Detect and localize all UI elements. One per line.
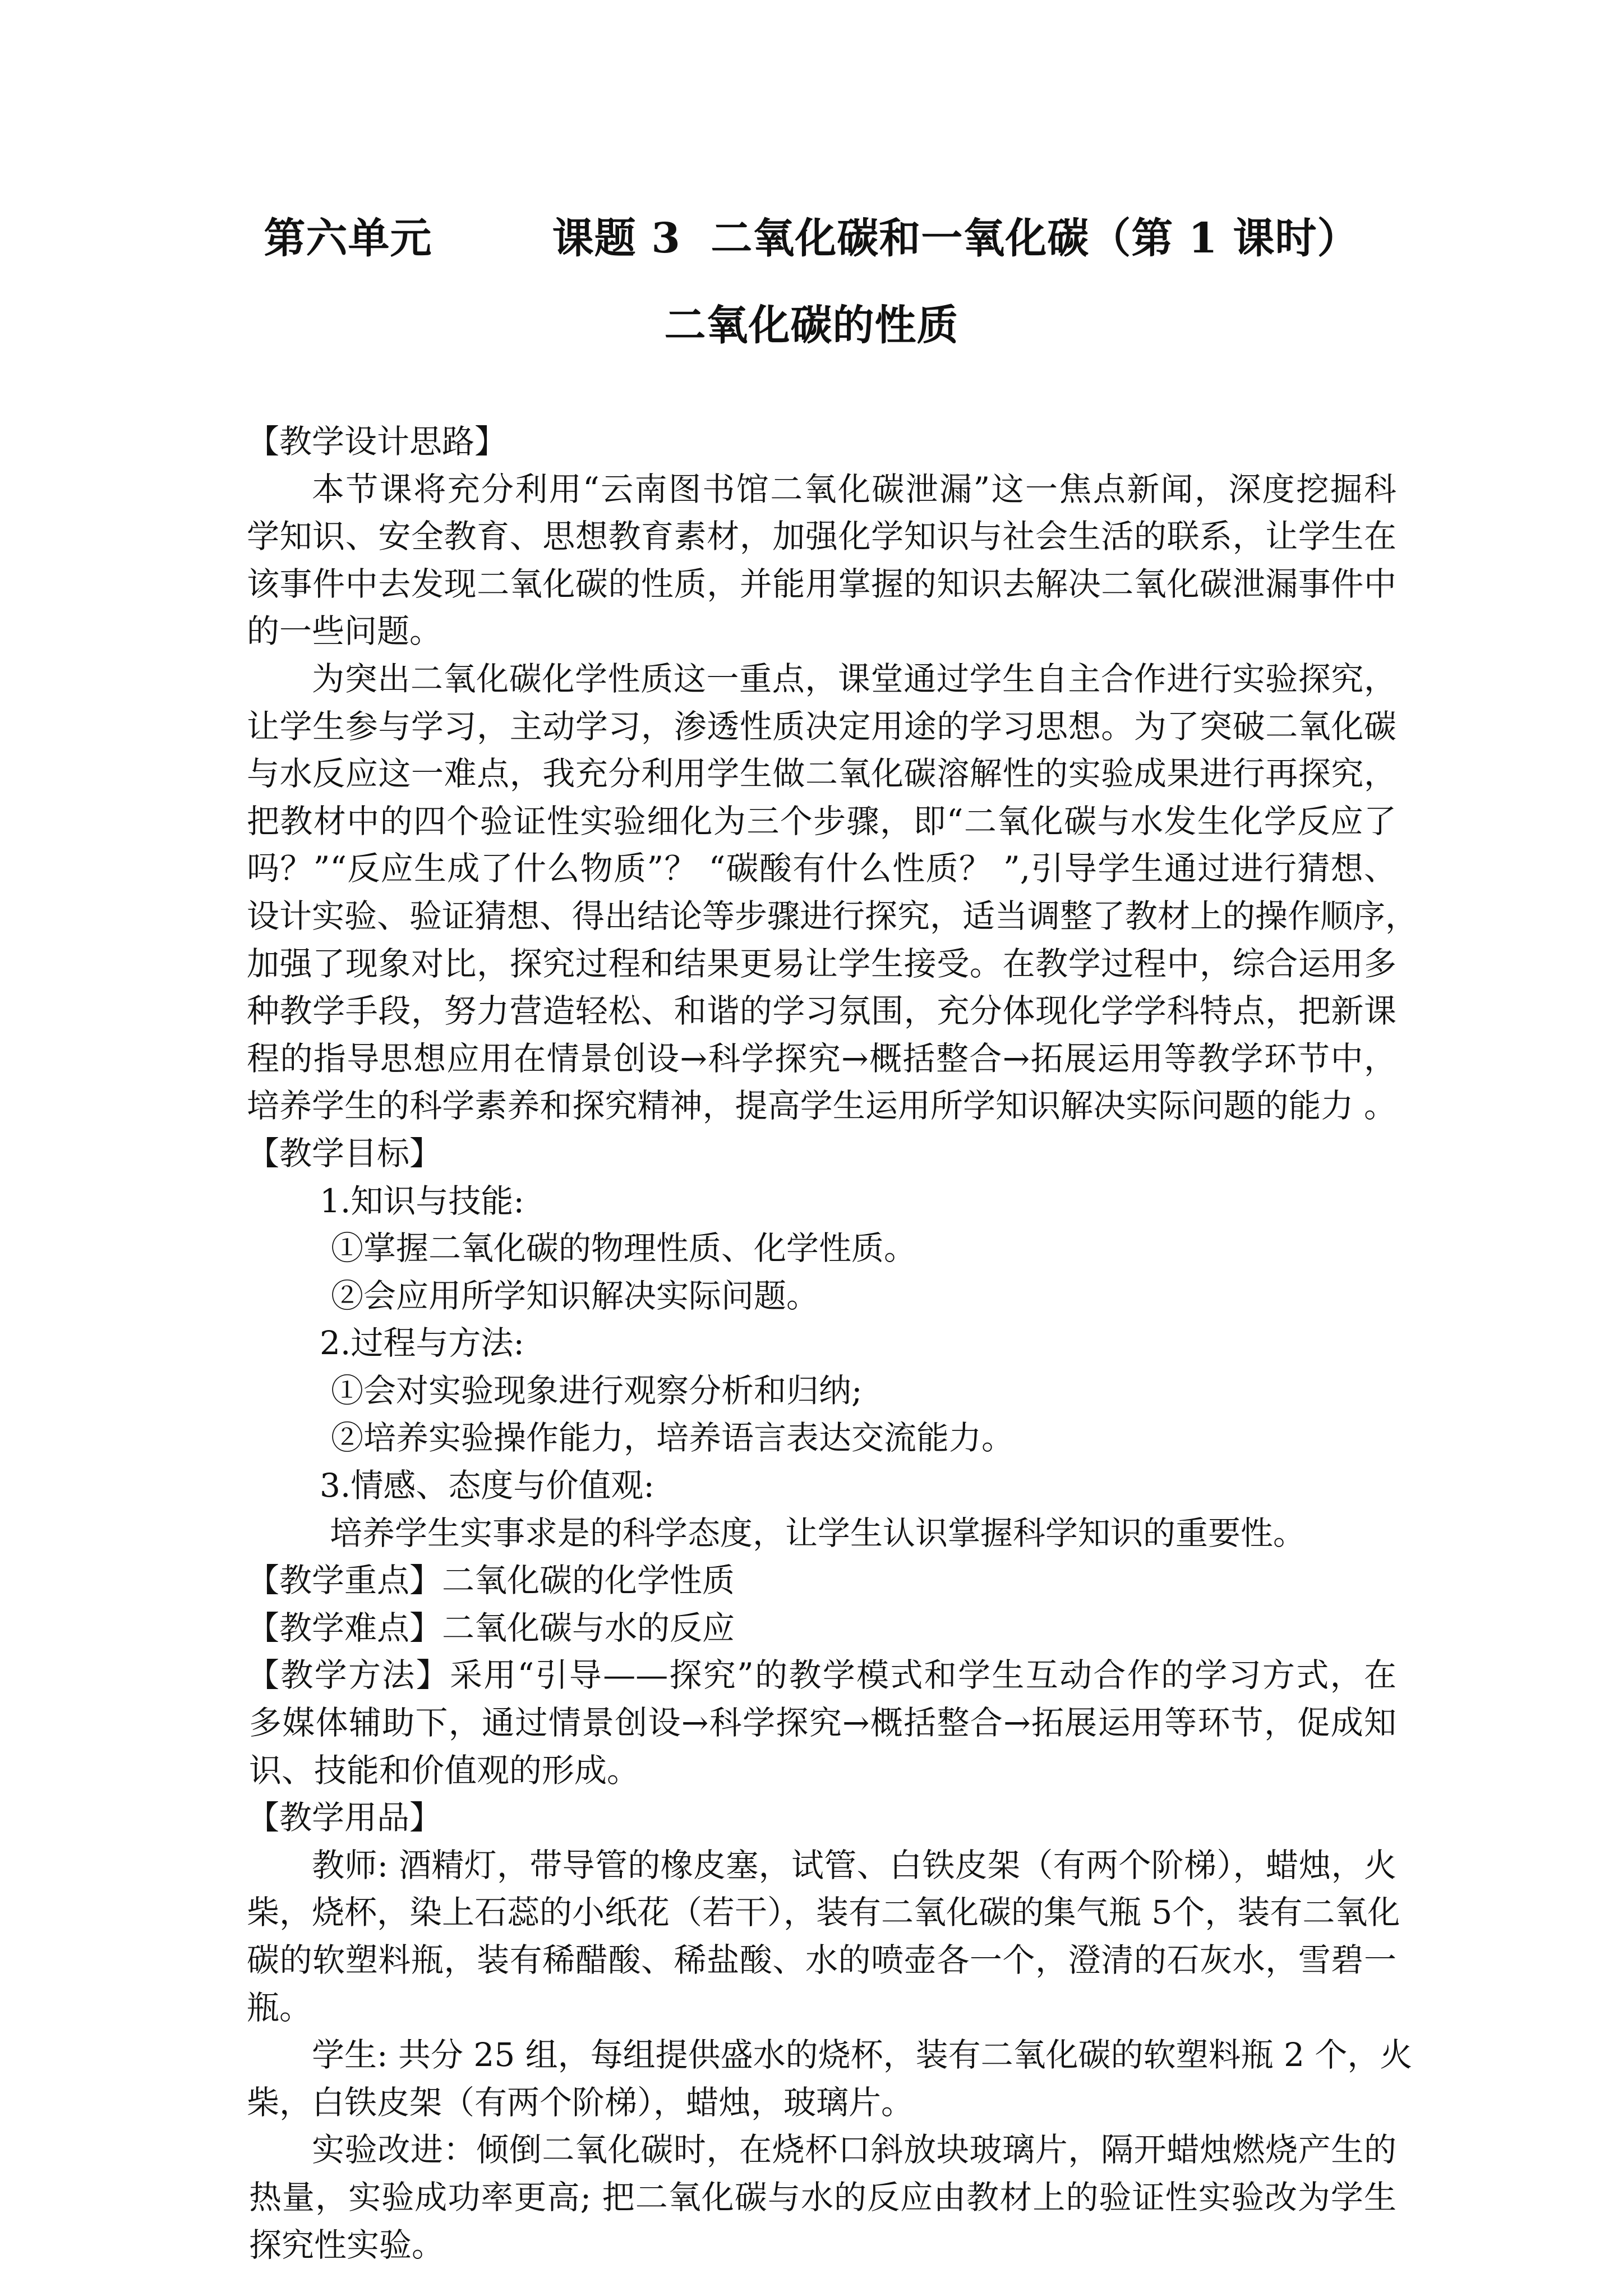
paragraph-line: 加强了现象对比，探究过程和结果更易让学生接受。在教学过程中，综合运用多 xyxy=(247,944,1396,983)
paragraph-line: 程的指导思想应用在情景创设→科学探究→概括整合→拓展运用等教学环节中， xyxy=(247,1039,1396,1078)
paragraph-line: 让学生参与学习，主动学习，渗透性质决定用途的学习思想。为了突破二氧化碳 xyxy=(247,707,1396,746)
paragraph-line: 设计实验、验证猜想、得出结论等步骤进行探究，适当调整了教材上的操作顺序， xyxy=(247,896,1418,935)
supplies-student-line: 学生: 共分 25 组，每组提供盛水的烧杯，装有二氧化碳的软塑料瓶 2 个，火 xyxy=(312,2036,1413,2074)
experiment-improvement-line: 热量，实验成功率更高; 把二氧化碳与水的反应由教材上的验证性实验改为学生 xyxy=(249,2178,1396,2216)
document-body xyxy=(247,418,1418,2269)
goal-item: 培养学生实事求是的科学态度，让学生认识掌握科学知识的重要性。 xyxy=(330,1513,1306,1552)
goal-item: ②培养实验操作能力，培养语言表达交流能力。 xyxy=(331,1419,1015,1457)
goal-title-knowledge: 1.知识与技能: xyxy=(320,1181,524,1220)
paragraph-line: 该事件中去发现二氧化碳的性质，并能用掌握的知识去解决二氧化碳泄漏事件中 xyxy=(247,564,1396,603)
method-line: 识、技能和价值观的形成。 xyxy=(249,1751,640,1789)
experiment-improvement-line: 实验改进：倾倒二氧化碳时，在烧杯口斜放块玻璃片，隔开蜡烛燃烧产生的 xyxy=(312,2131,1396,2169)
supplies-student-line: 柴，白铁皮架（有两个阶梯），蜡烛，玻璃片。 xyxy=(247,2083,914,2122)
goal-item: ①掌握二氧化碳的物理性质、化学性质。 xyxy=(331,1229,917,1268)
method-line: 多媒体辅助下，通过情景创设→科学探究→概括整合→拓展运用等环节，促成知 xyxy=(249,1704,1396,1742)
supplies-teacher-line: 碳的软塑料瓶，装有稀醋酸、稀盐酸、水的喷壶各一个，澄清的石灰水，雪碧一 xyxy=(247,1941,1396,1979)
paragraph-line: 培养学生的科学素养和探究精神，提高学生运用所学知识解决实际问题的能力 。 xyxy=(247,1087,1396,1125)
key-point: 【教学重点】二氧化碳的化学性质 xyxy=(247,1561,735,1600)
paragraph-line: 本节课将充分利用“云南图书馆二氧化碳泄漏”这一焦点新闻，深度挖掘科 xyxy=(312,470,1396,508)
paragraph-line: 种教学手段，努力营造轻松、和谐的学习氛围，充分体现化学学科特点，把新课 xyxy=(247,992,1396,1030)
section-heading-goals: 【教学目标】 xyxy=(247,1134,442,1172)
paragraph-line: 为突出二氧化碳化学性质这一重点，课堂通过学生自主合作进行实验探究， xyxy=(312,659,1396,698)
experiment-improvement-line: 探究性实验。 xyxy=(249,2225,445,2264)
goal-item: ①会对实验现象进行观察分析和归纳; xyxy=(331,1371,863,1410)
goal-title-values: 3.情感、态度与价值观: xyxy=(320,1466,654,1505)
supplies-teacher-line: 柴，烧杯，染上石蕊的小纸花（若干），装有二氧化碳的集气瓶 5个，装有二氧化 xyxy=(247,1893,1400,1932)
method-line: 【教学方法】采用“引导——探究”的教学模式和学生互动合作的学习方式，在 xyxy=(247,1656,1396,1695)
goal-item: ②会应用所学知识解决实际问题。 xyxy=(331,1276,819,1315)
paragraph-line: 与水反应这一难点，我充分利用学生做二氧化碳溶解性的实验成果进行再探究， xyxy=(247,754,1396,793)
difficulty: 【教学难点】二氧化碳与水的反应 xyxy=(247,1608,735,1647)
supplies-teacher-line: 教师: 酒精灯，带导管的橡皮塞，试管、白铁皮架（有两个阶梯），蜡烛，火 xyxy=(312,1846,1396,1884)
section-heading-supplies: 【教学用品】 xyxy=(247,1798,442,1837)
document-subtitle: 二氧化碳的性质 xyxy=(664,301,959,349)
paragraph-line: 吗？”“反应生成了什么物质”？ “碳酸有什么性质？ ”,引导学生通过进行猜想、 xyxy=(247,849,1396,888)
document-title: 第六单元 课题 3 二氧化碳和一氧化碳（第 1 课时） xyxy=(264,214,1359,263)
goal-title-process: 2.过程与方法: xyxy=(320,1324,524,1363)
paragraph-line: 把教材中的四个验证性实验细化为三个步骤，即“二氧化碳与水发生化学反应了 xyxy=(247,802,1396,840)
paragraph-line: 学知识、安全教育、思想教育素材，加强化学知识与社会生活的联系，让学生在 xyxy=(247,517,1396,556)
section-heading-design: 【教学设计思路】 xyxy=(247,422,508,461)
supplies-teacher-line: 瓶。 xyxy=(247,1988,312,2027)
paragraph-line: 的一些问题。 xyxy=(247,612,442,651)
